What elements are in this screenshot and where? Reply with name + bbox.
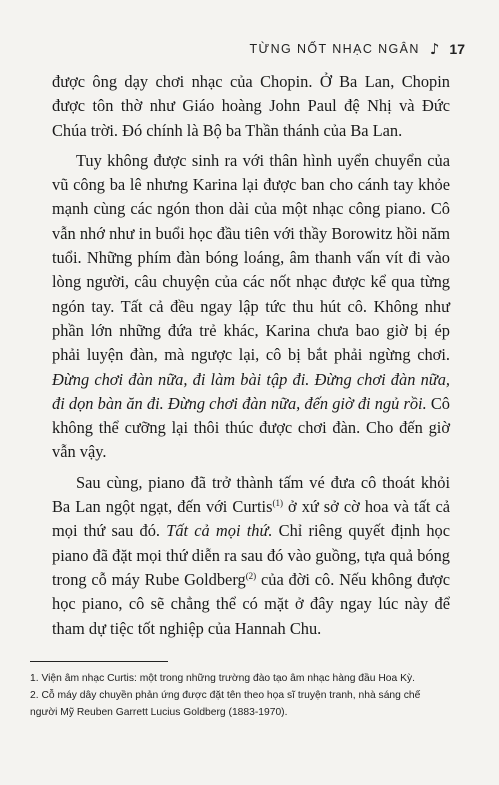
paragraph-2-text-a: Tuy không được sinh ra với thân hình uyển chuyển của vũ công ba lê nhưng Karina lại được ban cho cánh tay khỏe mạnh cùng các ngón thon dài của một nhạc công piano. Cô vẫn nhớ như in buổi học đầu tiên với thầy Borowitz hồi năm tuổi. Những phím đàn bóng loáng, âm thanh vấn vít đi vào lòng người, câu chuyện của các nốt nhạc được kể qua từng ngón tay. Tất cả đều ngay lập tức thu hút cô. Không như phần lớn những đứa trẻ khác, Karina chưa bao giờ bị ép phải luyện đàn, mà ngược lại, cô bị bắt phải ngừng chơi. <box>52 150 450 365</box>
footnotes <box>30 670 450 721</box>
paragraph-3-italic: Tất cả mọi thứ. <box>166 521 273 541</box>
footnote-divider <box>30 661 168 662</box>
footnote-ref-2: (2) <box>245 570 257 581</box>
body-text <box>52 70 450 641</box>
chapter-title: TỪNG NỐT NHẠC NGÂN <box>249 42 420 56</box>
music-note-icon: ♪ <box>429 40 440 58</box>
paragraph-2-text-b: Cô không thể cưỡng lại thôi thúc được chơi đàn. Cho đến giờ vẫn vậy. <box>52 393 450 462</box>
running-header <box>249 40 465 58</box>
paragraph-3 <box>52 471 450 641</box>
footnote-2: 2. Cỗ máy dây chuyền phản ứng được đặt tên theo họa sĩ truyện tranh, nhà sáng chế người Mỹ Reuben Garrett Lucius Goldberg (1883-1970). <box>30 690 421 718</box>
paragraph-2 <box>52 149 450 465</box>
paragraph-3-text-b: ở xứ sở cờ hoa và tất cả mọi thứ sau đó. <box>52 497 450 541</box>
footnote-ref-1: (1) <box>272 498 283 509</box>
page-number: 17 <box>449 41 465 57</box>
footnote-1: 1. Viện âm nhạc Curtis: một trong những trường đào tạo âm nhạc hàng đầu Hoa Kỳ. <box>30 673 415 684</box>
paragraph-3-text-c: Chỉ riêng quyết định học piano đã đặt mọi thứ diễn ra sau đó vào guồng, tựa quả bóng trong cỗ máy Rube Goldberg <box>52 521 450 589</box>
paragraph-3-text-d: của đời cô. Nếu không được học piano, cô sẽ chẳng thể có mặt ở đây ngay lúc này để tham dự tiệc tốt nghiệp của Hannah Chu. <box>52 569 450 638</box>
paragraph-3-text-a: Sau cùng, piano đã trở thành tấm vé đưa cô thoát khỏi Ba Lan ngột ngạt, đến với Curtis <box>52 472 450 517</box>
paragraph-2-italic: Đừng chơi đàn nữa, đi làm bài tập đi. Đừng chơi đàn nữa, đi dọn bàn ăn đi. Đừng chơi đàn nữa, đến giờ đi ngủ rồi. <box>52 369 450 413</box>
paragraph-1: được ông dạy chơi nhạc của Chopin. Ở Ba Lan, Chopin được tôn thờ như Giáo hoàng John Paul đệ Nhị và Đức Chúa trời. Đó chính là Bộ ba Thần thánh của Ba Lan. <box>52 72 450 140</box>
